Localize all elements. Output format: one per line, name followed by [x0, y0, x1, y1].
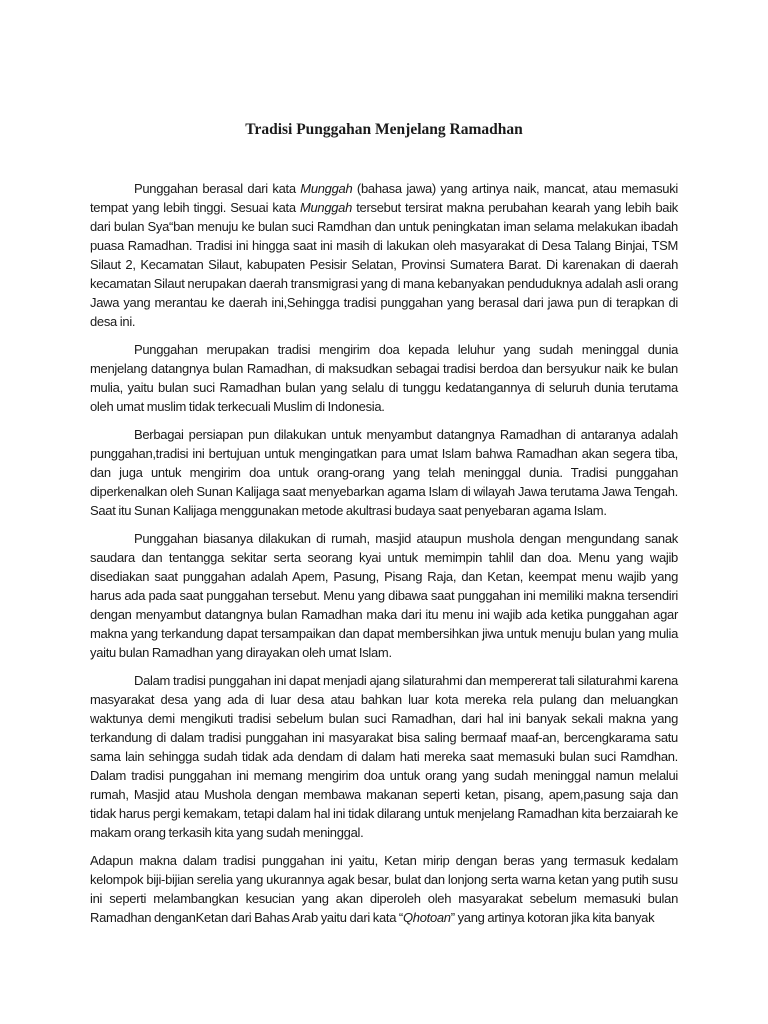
paragraph-1-italic-term-1: Munggah: [300, 181, 353, 196]
document-body: [90, 179, 678, 936]
paragraph-6-text-a: Adapun makna dalam tradisi punggahan ini yaitu, Ketan mirip dengan beras yang termasuk kedalam kelompok biji-bijian serelia yang ukurannya agak besar, bulat dan lonjong serta warna ketan yang putih susu ini seperti melambangkan kesucian yang akan diperoleh oleh masyarakat sebelum memasuki bulan Ramadhan denganKetan dari Bahas Arab yaitu dari kata “: [90, 853, 678, 925]
document-title: Tradisi Punggahan Menjelang Ramadhan: [245, 121, 523, 138]
paragraph-5: Dalam tradisi punggahan ini dapat menjadi ajang silaturahmi dan mempererat tali silaturahmi karena masyarakat desa yang ada di luar desa atau bahkan luar kota mereka rela pulang dan meluangkan waktunya demi mengikuti tradisi sebelum bulan suci Ramadhan, dari hal ini banyak sekali makna yang terkandung di dalam tradisi punggahan ini masyarakat bisa saling bermaaf maaf-an, bercengkaramа satu sama lain sehingga sudah tidak ada dendam di dalam hati mereka saat memasuki bulan suci Ramdhan. Dalam tradisi punggahan ini memang mengirim doa untuk orang yang sudah meninggal namun melalui rumah, Masjid atau Mushola dengan membawa makanan seperti ketan, pisang, apem,pasung saja dan tidak harus pergi kemakam, tetapi dalam hal ini tidak dilarang untuk menjelang Ramadhan kita berzaiarah ke makam orang terkasih kita yang sudah meninggal.: [90, 673, 678, 840]
paragraph-4: Punggahan biasanya dilakukan di rumah, masjid ataupun mushola dengan mengundang sanak saudara dan tentangga sekitar serta seorang kyai untuk memimpin tahlil dan doa. Menu yang wajib disediakan saat punggahan adalah Apem, Pasung, Pisang Raja, dan Ketan, keempat menu wajib yang harus ada pada saat punggahan tersebut. Menu yang dibawa saat punggahan ini memiliki makna tersendiri dengan menyambut datangnya bulan Ramadhan maka dari itu menu ini wajib ada ketika punggahan agar makna yang terkandung dapat tersampaikan dan dapat membersihkan jiwa untuk menuju bulan yang mulia yaitu bulan Ramadhan yang dirayakan oleh umat Islam.: [90, 531, 678, 660]
paragraph-6-italic-term: Qhotoan: [402, 910, 451, 925]
paragraph-6: [90, 851, 678, 927]
paragraph-1-text-e: tersebut tersirat makna perubahan kearah yang lebih baik dari bulan Sya“ban menuju ke bulan suci Ramdhan dan untuk peningkatan iman selama melakukan ibadah puasa Ramadhan. Tradisi ini hingga saat ini masih di lakukan oleh masyarakat di Desa Talang Binjai, TSM Silaut 2, Kecamatan Silaut, kabupaten Pesisir Selatan, Provinsi Sumatera Barat. Di karenakan di daerah kecamatan Silaut nerupakan daerah transmigrasi yang di mana kebanyakan penduduknya adalah asli orang Jawa yang merantau ke daerah ini,Sehingga tradisi punggahan yang berasal dari jawa pun di terapkan di desa ini.: [90, 200, 678, 329]
paragraph-1: [90, 179, 678, 331]
paragraph-1-text-a: Punggahan berasal dari kata: [134, 181, 301, 196]
paragraph-3: Berbagai persiapan pun dilakukan untuk menyambut datangnya Ramadhan di antaranya adalah punggahan,tradisi ini bertujuan untuk mengingatkan para umat Islam bahwa Ramadhan akan segera tiba, dan juga untuk mengirim doa untuk orang-orang yang telah meninggal dunia. Tradisi punggahan diperkenalkan oleh Sunan Kalijaga saat menyebarkan agama Islam di wilayah Jawa terutama Jawa Tengah. Saat itu Sunan Kalijaga menggunakan metode akultrasi budaya saat penyebaran agama Islam.: [90, 427, 678, 518]
paragraph-1-text-c: (bahasa jawa) yang artinya naik, mancat, atau memasuki tempat yang lebih tinggi. Sesuai kata: [90, 181, 678, 215]
paragraph-2: Punggahan merupakan tradisi mengirim doa kepada leluhur yang sudah meninggal dunia menjelang datangnya bulan Ramadhan, di maksudkan sebagai tradisi berdoa dan bersyukur naik ke bulan mulia, yaitu bulan suci Ramadhan bulan yang selalu di tunggu kedatangannya di seluruh dunia terutama oleh umat muslim tidak terkecuali Muslim di Indonesia.: [90, 342, 678, 414]
paragraph-1-italic-term-2: Munggah: [299, 200, 353, 215]
paragraph-6-text-c: ” yang artinya kotoran jika kita banyak: [450, 910, 655, 925]
